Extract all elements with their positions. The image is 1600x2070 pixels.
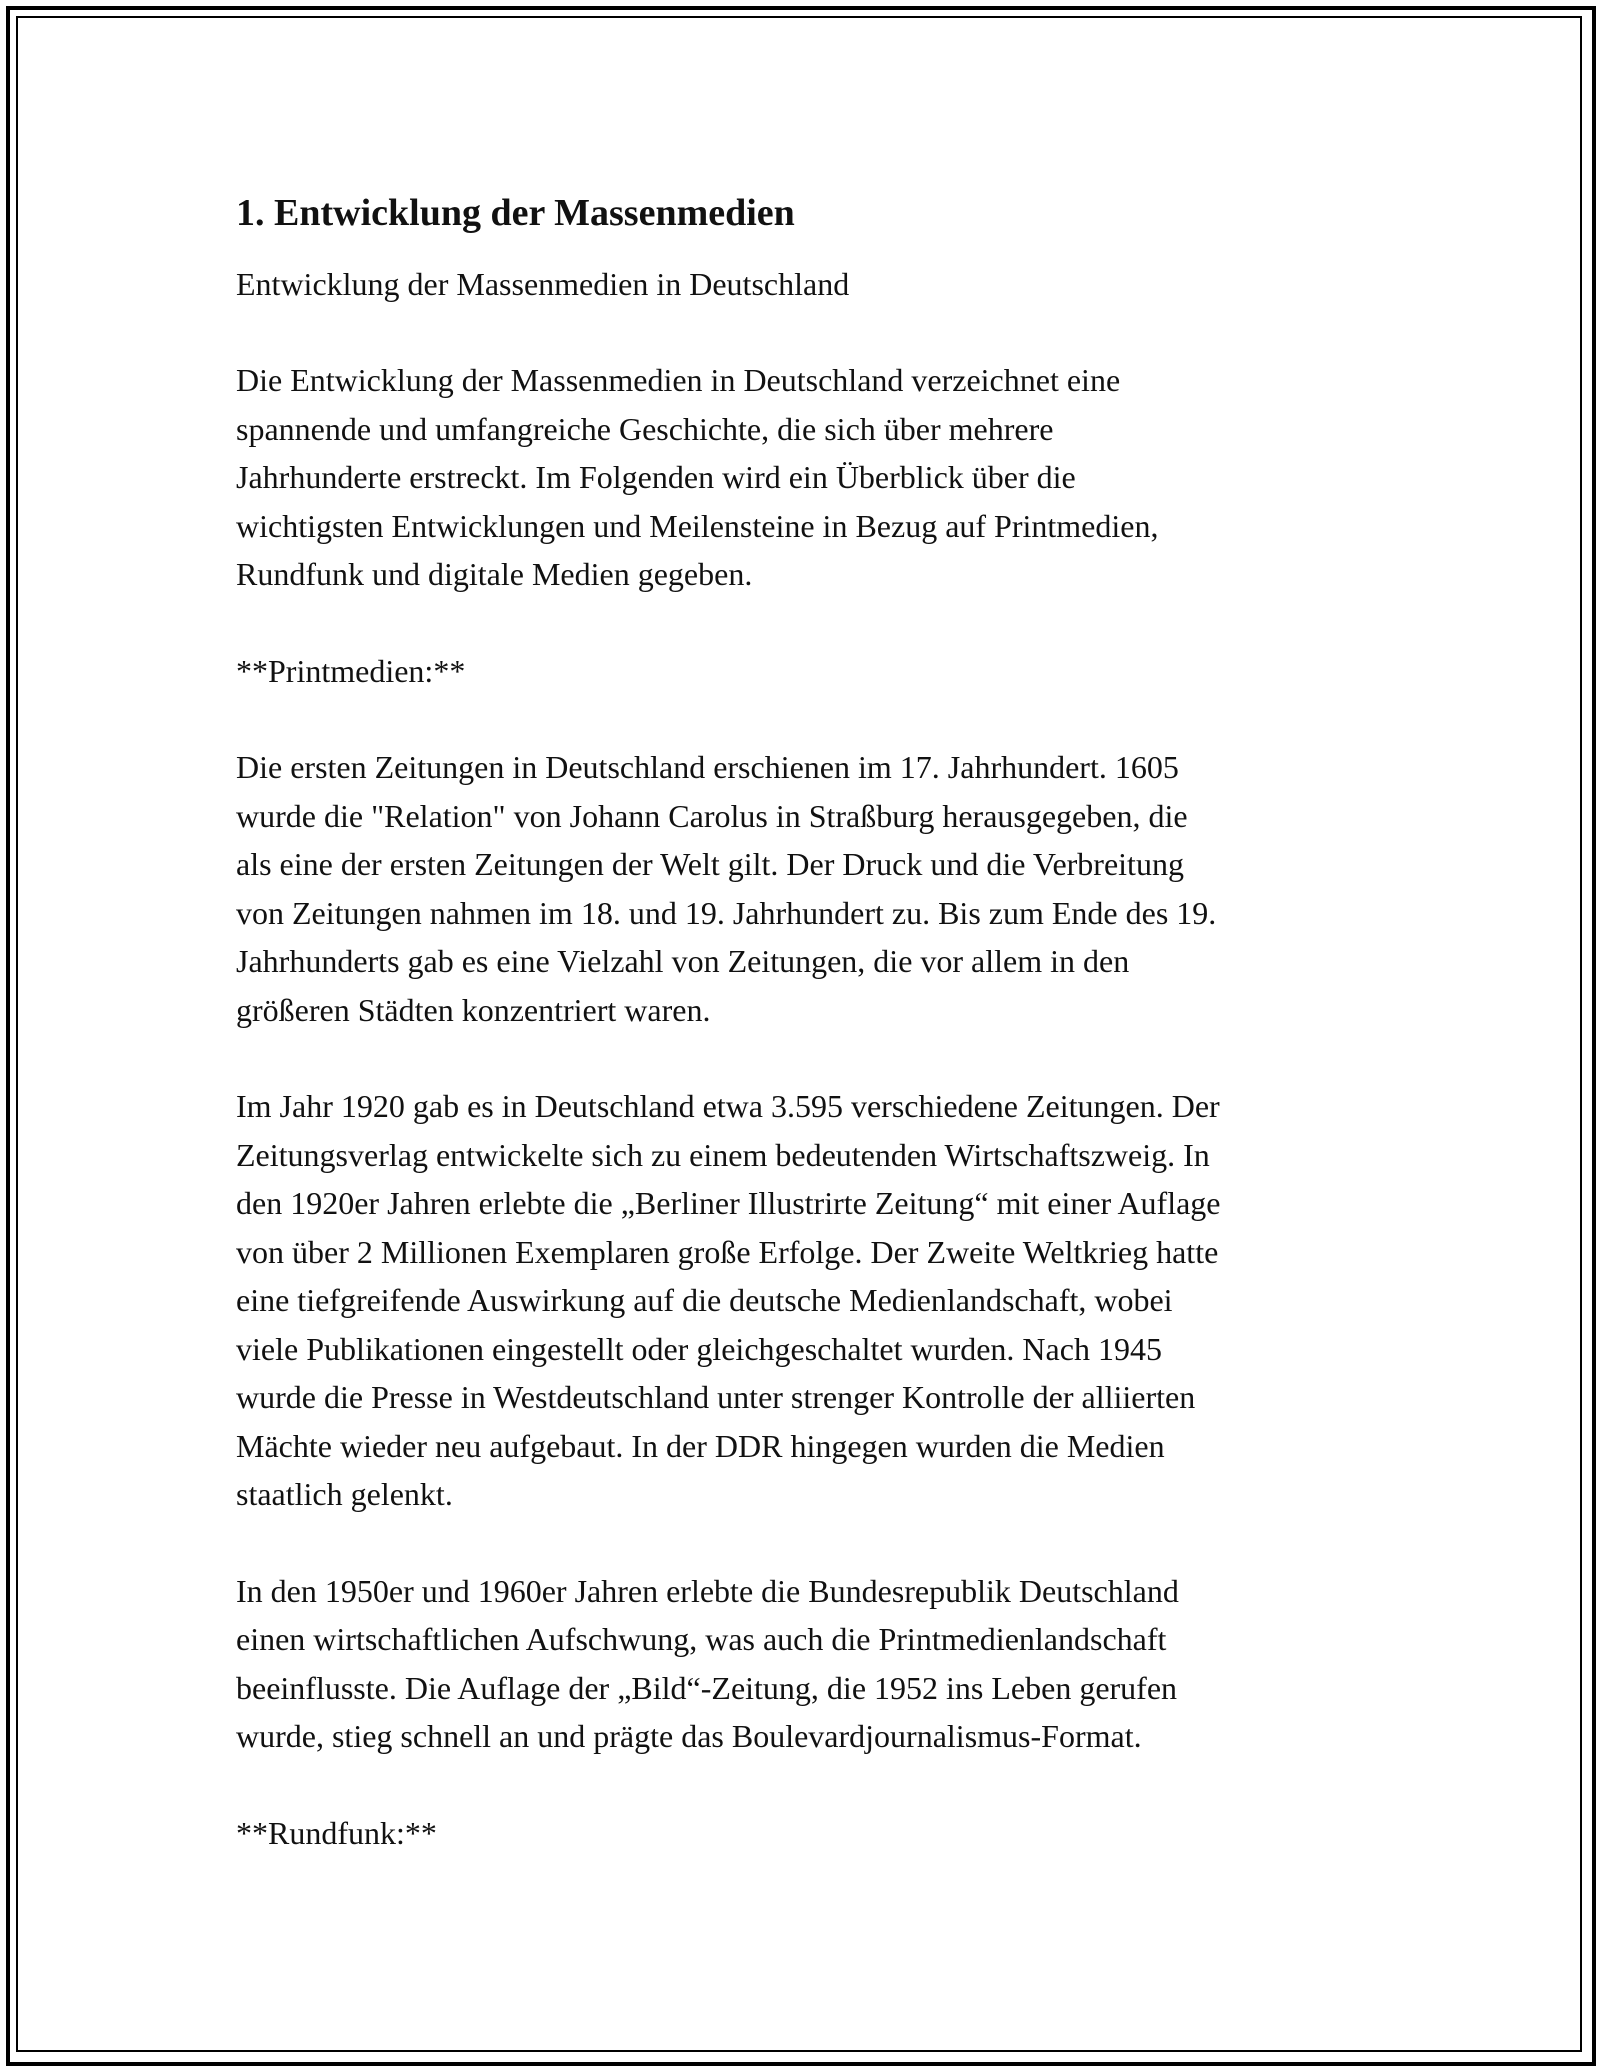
text-line: wurde, stieg schnell an und prägte das Boulevardjournalismus-Format. — [236, 1718, 1142, 1754]
paragraph — [236, 356, 1396, 599]
text-line: Zeitungsverlag entwickelte sich zu einem bedeutenden Wirtschaftszweig. In — [236, 1136, 1210, 1173]
text-line: Rundfunk und digitale Medien gegeben. — [236, 556, 753, 592]
paragraph-list — [236, 356, 1396, 1857]
text-line: eine tiefgreifende Auswirkung auf die deutsche Medienlandschaft, wobei — [236, 1282, 1173, 1318]
text-line: einen wirtschaftlichen Aufschwung, was auch die Printmedienlandschaft — [236, 1621, 1167, 1657]
section-subtitle: Entwicklung der Massenmedien in Deutschland — [236, 266, 850, 302]
text-line: In den 1950er und 1960er Jahren erlebte die Bundesrepublik Deutschland — [236, 1572, 1179, 1609]
paragraph — [236, 743, 1396, 1034]
paragraph — [236, 647, 1396, 696]
text-line: Die Entwicklung der Massenmedien in Deutschland verzeichnet eine — [236, 362, 1121, 398]
section-heading: 1. Entwicklung der Massenmedien — [236, 192, 795, 234]
text-line: beeinflusste. Die Auflage der „Bild“-Zeitung, die 1952 ins Leben gerufen — [236, 1669, 1178, 1706]
text-line: Die ersten Zeitungen in Deutschland erschienen im 17. Jahrhundert. 1605 — [236, 749, 1179, 785]
text-line: von über 2 Millionen Exemplaren große Erfolge. Der Zweite Weltkrieg hatte — [236, 1233, 1219, 1270]
text-line: **Rundfunk:** — [236, 1814, 437, 1851]
text-line: viele Publikationen eingestellt oder gleichgeschaltet wurden. Nach 1945 — [236, 1330, 1162, 1367]
text-line: **Printmedien:** — [236, 652, 466, 689]
document-body — [236, 186, 1396, 1857]
text-line: Jahrhunderte erstreckt. Im Folgenden wird ein Überblick über die — [236, 459, 1076, 495]
paragraph — [236, 1082, 1396, 1519]
text-line: wurde die Presse in Westdeutschland unter strenger Kontrolle der alliierten — [236, 1379, 1196, 1415]
text-line: wurde die "Relation" von Johann Carolus in Straßburg herausgegeben, die — [236, 797, 1188, 834]
text-line: Jahrhunderts gab es eine Vielzahl von Zeitungen, die vor allem in den — [236, 943, 1130, 979]
text-line: größeren Städten konzentriert waren. — [236, 991, 711, 1028]
text-line: den 1920er Jahren erlebte die „Berliner Illustrirte Zeitung“ mit einer Auflage — [236, 1185, 1221, 1221]
text-line: als eine der ersten Zeitungen der Welt gilt. Der Druck und die Verbreitung — [236, 846, 1184, 882]
text-line: von Zeitungen nahmen im 18. und 19. Jahrhundert zu. Bis zum Ende des 19. — [236, 894, 1217, 931]
text-line: wichtigsten Entwicklungen und Meilensteine in Bezug auf Printmedien, — [236, 507, 1159, 544]
text-line: Im Jahr 1920 gab es in Deutschland etwa 3.595 verschiedene Zeitungen. Der — [236, 1088, 1220, 1124]
paragraph — [236, 1567, 1396, 1761]
paragraph — [236, 1809, 1396, 1858]
text-line: Mächte wieder neu aufgebaut. In der DDR hingegen wurden die Medien — [236, 1427, 1165, 1464]
text-line: staatlich gelenkt. — [236, 1476, 453, 1512]
text-line: spannende und umfangreiche Geschichte, die sich über mehrere — [236, 410, 1054, 447]
